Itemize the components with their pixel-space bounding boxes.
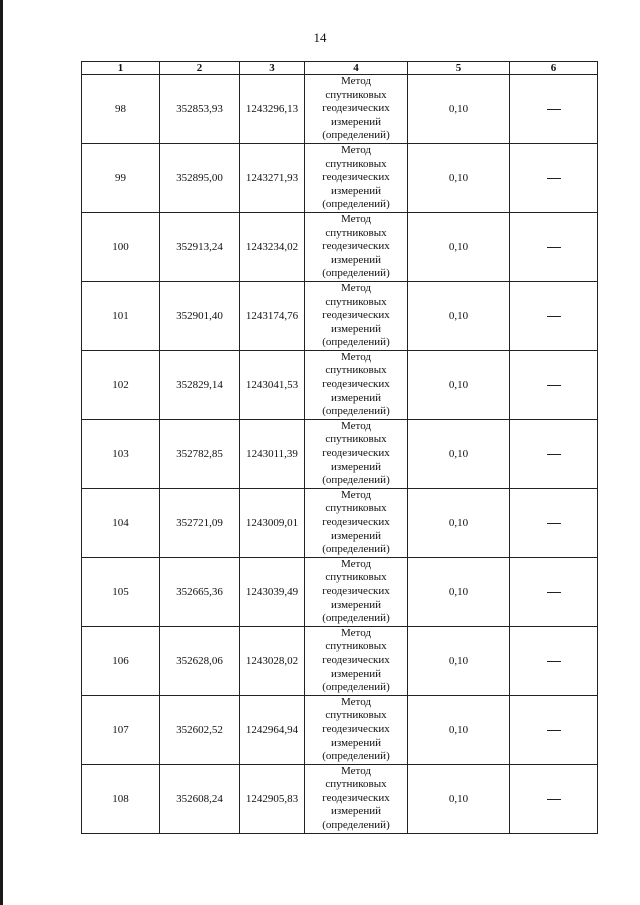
method-line: Метод	[341, 557, 371, 570]
method-line: (определений)	[322, 681, 390, 694]
x-coordinate-cell: 352628,06	[160, 626, 240, 695]
accuracy-cell: 0,10	[408, 626, 510, 695]
method-line: (определений)	[322, 750, 390, 763]
accuracy-cell: 0,10	[408, 75, 510, 144]
y-coordinate-cell: 1243041,53	[240, 350, 305, 419]
table-row	[82, 488, 598, 557]
dash-mark	[547, 454, 561, 455]
method-line: спутниковых	[325, 709, 387, 722]
method-line: (определений)	[322, 336, 390, 349]
method-line: спутниковых	[325, 433, 387, 446]
table-row	[82, 764, 598, 833]
table-row	[82, 557, 598, 626]
accuracy-cell: 0,10	[408, 695, 510, 764]
dash-mark	[547, 247, 561, 248]
method-line: спутниковых	[325, 226, 387, 239]
point-number-cell: 106	[82, 626, 160, 695]
method-line: Метод	[341, 281, 371, 294]
method-line: геодезических	[322, 240, 390, 253]
accuracy-cell: 0,10	[408, 557, 510, 626]
method-line: (определений)	[322, 543, 390, 556]
dash-mark	[547, 799, 561, 800]
table-row	[82, 350, 598, 419]
x-coordinate-cell: 352782,85	[160, 419, 240, 488]
table-row	[82, 695, 598, 764]
accuracy-cell: 0,10	[408, 764, 510, 833]
x-coordinate-cell: 352895,00	[160, 143, 240, 212]
method-line: измерений	[331, 805, 381, 818]
note-cell	[510, 488, 598, 557]
method-line: измерений	[331, 391, 381, 404]
x-coordinate-cell: 352913,24	[160, 212, 240, 281]
page-number: 14	[313, 30, 327, 45]
method-cell	[305, 350, 408, 419]
point-number-cell: 104	[82, 488, 160, 557]
x-coordinate-cell: 352829,14	[160, 350, 240, 419]
method-cell	[305, 212, 408, 281]
dash-mark	[547, 661, 561, 662]
header-col-1: 1	[82, 62, 160, 75]
method-line: (определений)	[322, 198, 390, 211]
point-number-cell: 100	[82, 212, 160, 281]
y-coordinate-cell: 1242905,83	[240, 764, 305, 833]
y-coordinate-cell: 1243234,02	[240, 212, 305, 281]
method-line: спутниковых	[325, 364, 387, 377]
method-line: Метод	[341, 350, 371, 363]
method-line: спутниковых	[325, 571, 387, 584]
table-row	[82, 75, 598, 144]
method-line: Метод	[341, 212, 371, 225]
method-line: спутниковых	[325, 640, 387, 653]
method-line: измерений	[331, 460, 381, 473]
table-row	[82, 626, 598, 695]
method-line: Метод	[341, 419, 371, 432]
point-number-cell: 107	[82, 695, 160, 764]
method-line: геодезических	[322, 722, 390, 735]
point-number-cell: 103	[82, 419, 160, 488]
method-line: (определений)	[322, 819, 390, 832]
method-cell	[305, 557, 408, 626]
accuracy-cell: 0,10	[408, 143, 510, 212]
dash-mark	[547, 523, 561, 524]
note-cell	[510, 75, 598, 144]
point-number-cell: 99	[82, 143, 160, 212]
note-cell	[510, 212, 598, 281]
accuracy-cell: 0,10	[408, 419, 510, 488]
method-line: (определений)	[322, 129, 390, 142]
y-coordinate-cell: 1243009,01	[240, 488, 305, 557]
note-cell	[510, 419, 598, 488]
method-line: спутниковых	[325, 157, 387, 170]
x-coordinate-cell: 352608,24	[160, 764, 240, 833]
y-coordinate-cell: 1243028,02	[240, 626, 305, 695]
x-coordinate-cell: 352602,52	[160, 695, 240, 764]
method-line: геодезических	[322, 102, 390, 115]
point-number-cell: 102	[82, 350, 160, 419]
accuracy-cell: 0,10	[408, 488, 510, 557]
note-cell	[510, 350, 598, 419]
accuracy-cell: 0,10	[408, 281, 510, 350]
dash-mark	[547, 316, 561, 317]
header-col-2: 2	[160, 62, 240, 75]
note-cell	[510, 143, 598, 212]
note-cell	[510, 695, 598, 764]
header-col-3: 3	[240, 62, 305, 75]
method-cell	[305, 143, 408, 212]
method-cell	[305, 75, 408, 144]
coordinates-table	[81, 61, 598, 834]
method-line: Метод	[341, 488, 371, 501]
note-cell	[510, 626, 598, 695]
method-cell	[305, 281, 408, 350]
method-cell	[305, 488, 408, 557]
y-coordinate-cell: 1243271,93	[240, 143, 305, 212]
method-line: измерений	[331, 184, 381, 197]
method-line: (определений)	[322, 267, 390, 280]
table-row	[82, 143, 598, 212]
method-line: геодезических	[322, 378, 390, 391]
x-coordinate-cell: 352901,40	[160, 281, 240, 350]
accuracy-cell: 0,10	[408, 212, 510, 281]
point-number-cell: 108	[82, 764, 160, 833]
note-cell	[510, 281, 598, 350]
method-cell	[305, 419, 408, 488]
y-coordinate-cell: 1243039,49	[240, 557, 305, 626]
point-number-cell: 98	[82, 75, 160, 144]
method-line: измерений	[331, 253, 381, 266]
method-line: геодезических	[322, 516, 390, 528]
header-row	[82, 62, 598, 75]
accuracy-cell: 0,10	[408, 350, 510, 419]
y-coordinate-cell: 1243174,76	[240, 281, 305, 350]
method-line: (определений)	[322, 612, 390, 625]
dash-mark	[547, 178, 561, 179]
y-coordinate-cell: 1243011,39	[240, 419, 305, 488]
method-cell	[305, 626, 408, 695]
method-line: (определений)	[322, 405, 390, 418]
method-line: Метод	[341, 695, 371, 708]
table-row	[82, 419, 598, 488]
point-number-cell: 105	[82, 557, 160, 626]
note-cell	[510, 764, 598, 833]
method-line: Метод	[341, 626, 371, 639]
method-line: измерений	[331, 667, 381, 680]
header-col-6: 6	[510, 62, 598, 75]
method-line: Метод	[341, 75, 371, 87]
method-line: измерений	[331, 598, 381, 611]
method-line: (определений)	[322, 474, 390, 487]
method-line: спутниковых	[325, 295, 387, 308]
header-col-5: 5	[408, 62, 510, 75]
method-line: Метод	[341, 764, 371, 777]
dash-mark	[547, 592, 561, 593]
dash-mark	[547, 730, 561, 731]
table-row	[82, 281, 598, 350]
method-line: спутниковых	[325, 778, 387, 791]
y-coordinate-cell: 1242964,94	[240, 695, 305, 764]
method-line: геодезических	[322, 653, 390, 666]
table-row	[82, 212, 598, 281]
method-line: спутниковых	[325, 502, 387, 515]
header-col-4: 4	[305, 62, 408, 75]
method-line: геодезических	[322, 791, 390, 804]
method-line: геодезических	[322, 447, 390, 460]
method-cell	[305, 695, 408, 764]
method-line: измерений	[331, 322, 381, 335]
x-coordinate-cell: 352665,36	[160, 557, 240, 626]
page-edge	[0, 0, 3, 905]
method-line: геодезических	[322, 309, 390, 322]
method-line: Метод	[341, 143, 371, 156]
note-cell	[510, 557, 598, 626]
x-coordinate-cell: 352853,93	[160, 75, 240, 144]
method-cell	[305, 764, 408, 833]
dash-mark	[547, 109, 561, 110]
point-number-cell: 101	[82, 281, 160, 350]
y-coordinate-cell: 1243296,13	[240, 75, 305, 144]
x-coordinate-cell: 352721,09	[160, 488, 240, 557]
method-line: измерений	[331, 529, 381, 542]
method-line: геодезических	[322, 584, 390, 597]
method-line: измерений	[331, 115, 381, 128]
method-line: измерений	[331, 736, 381, 749]
method-line: геодезических	[322, 171, 390, 184]
method-line: спутниковых	[325, 88, 387, 101]
dash-mark	[547, 385, 561, 386]
